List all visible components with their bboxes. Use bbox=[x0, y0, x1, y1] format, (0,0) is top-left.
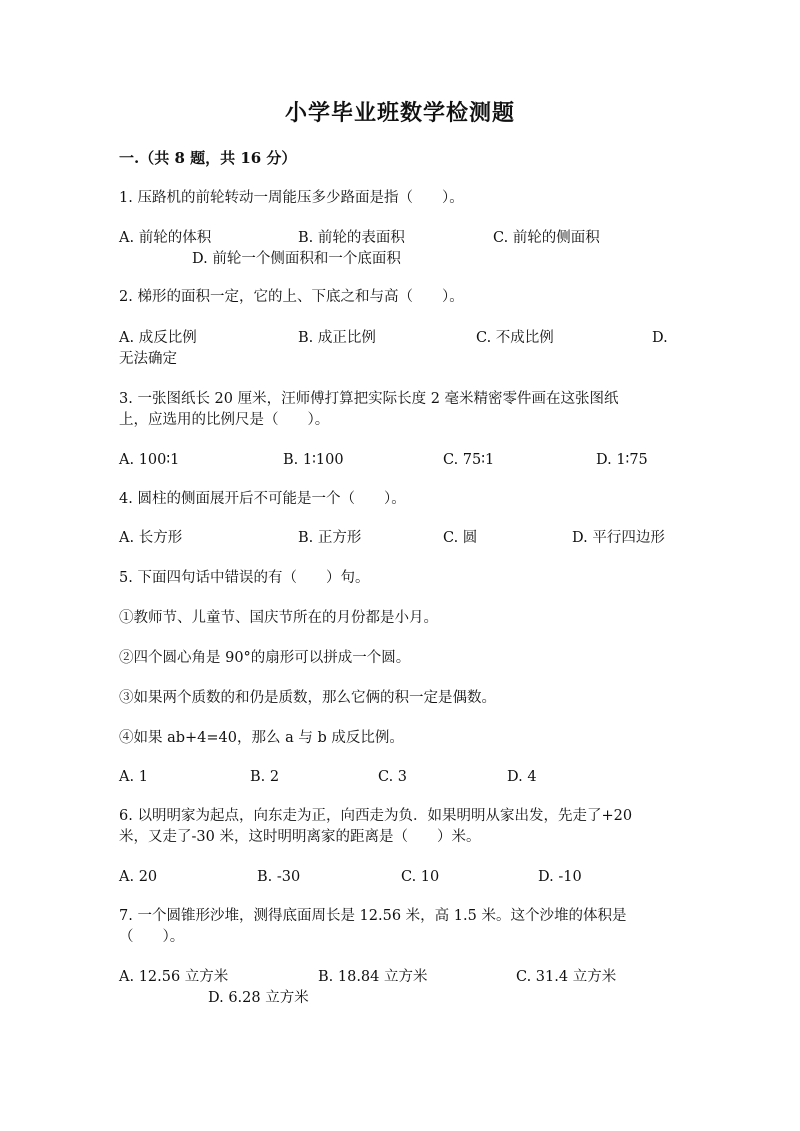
question-5-stem: 5. 下面四句话中错误的有（ ）句。 bbox=[119, 570, 370, 586]
question-4-option-b: B. 正方形 bbox=[298, 530, 362, 546]
question-6-stem-line-2: 米，又走了-30 米，这时明明离家的距离是（ ）米。 bbox=[119, 829, 481, 845]
question-1-option-a: A. 前轮的体积 bbox=[119, 230, 212, 246]
section-heading: 一.（共 8 题，共 16 分） bbox=[119, 149, 297, 167]
question-2-option-d-text: 无法确定 bbox=[119, 351, 177, 367]
question-3-stem-line-1: 3. 一张图纸长 20 厘米，汪师傅打算把实际长度 2 毫米精密零件画在这张图纸 bbox=[119, 391, 619, 407]
question-2-option-b: B. 成正比例 bbox=[298, 330, 376, 346]
question-1-option-b: B. 前轮的表面积 bbox=[298, 230, 405, 246]
question-5-statement-1: ①教师节、儿童节、国庆节所在的月份都是小月。 bbox=[119, 610, 438, 626]
question-2-stem: 2. 梯形的面积一定，它的上、下底之和与高（ ）。 bbox=[119, 289, 464, 305]
question-2-option-a: A. 成反比例 bbox=[119, 330, 197, 346]
question-6-option-b: B. -30 bbox=[257, 869, 301, 885]
question-4-stem: 4. 圆柱的侧面展开后不可能是一个（ ）。 bbox=[119, 491, 406, 507]
question-7-stem-line-1: 7. 一个圆锥形沙堆，测得底面周长是 12.56 米，高 1.5 米。这个沙堆的体积是 bbox=[119, 908, 627, 924]
question-1-option-c: C. 前轮的侧面积 bbox=[493, 230, 600, 246]
question-4-option-a: A. 长方形 bbox=[119, 530, 183, 546]
question-5-statement-3: ③如果两个质数的和仍是质数，那么它俩的积一定是偶数。 bbox=[119, 690, 496, 706]
question-5-option-d: D. 4 bbox=[507, 769, 537, 785]
question-5-option-b: B. 2 bbox=[250, 769, 280, 785]
question-6-option-d: D. -10 bbox=[538, 869, 582, 885]
question-2-option-c: C. 不成比例 bbox=[476, 330, 554, 346]
question-4-option-c: C. 圆 bbox=[443, 530, 478, 546]
question-3-option-d: D. 1∶75 bbox=[596, 452, 648, 468]
question-7-option-c: C. 31.4 立方米 bbox=[516, 969, 617, 985]
question-7-option-b: B. 18.84 立方米 bbox=[318, 969, 428, 985]
question-7-stem-line-2: （ ）。 bbox=[119, 929, 185, 945]
question-2-option-d: D. bbox=[652, 330, 668, 346]
question-3-option-c: C. 75∶1 bbox=[443, 452, 495, 468]
question-7-option-a: A. 12.56 立方米 bbox=[119, 969, 229, 985]
page-title: 小学毕业班数学检测题 bbox=[284, 100, 515, 126]
question-5-option-c: C. 3 bbox=[378, 769, 408, 785]
question-1-stem: 1. 压路机的前轮转动一周能压多少路面是指（ ）。 bbox=[119, 190, 464, 206]
question-5-option-a: A. 1 bbox=[119, 769, 148, 785]
question-1-option-d: D. 前轮一个侧面积和一个底面积 bbox=[192, 251, 401, 267]
question-3-option-b: B. 1∶100 bbox=[283, 452, 344, 468]
question-3-option-a: A. 100∶1 bbox=[119, 452, 180, 468]
question-6-option-a: A. 20 bbox=[119, 869, 158, 885]
question-7-option-d: D. 6.28 立方米 bbox=[208, 990, 309, 1006]
question-6-option-c: C. 10 bbox=[401, 869, 440, 885]
question-3-stem-line-2: 上，应选用的比例尺是（ ）。 bbox=[119, 412, 330, 428]
question-5-statement-2: ②四个圆心角是 90°的扇形可以拼成一个圆。 bbox=[119, 650, 411, 666]
question-6-stem-line-1: 6. 以明明家为起点，向东走为正，向西走为负．如果明明从家出发，先走了+20 bbox=[119, 808, 633, 824]
question-5-statement-4: ④如果 ab+4=40，那么 a 与 b 成反比例。 bbox=[119, 730, 404, 746]
question-4-option-d: D. 平行四边形 bbox=[572, 530, 665, 546]
